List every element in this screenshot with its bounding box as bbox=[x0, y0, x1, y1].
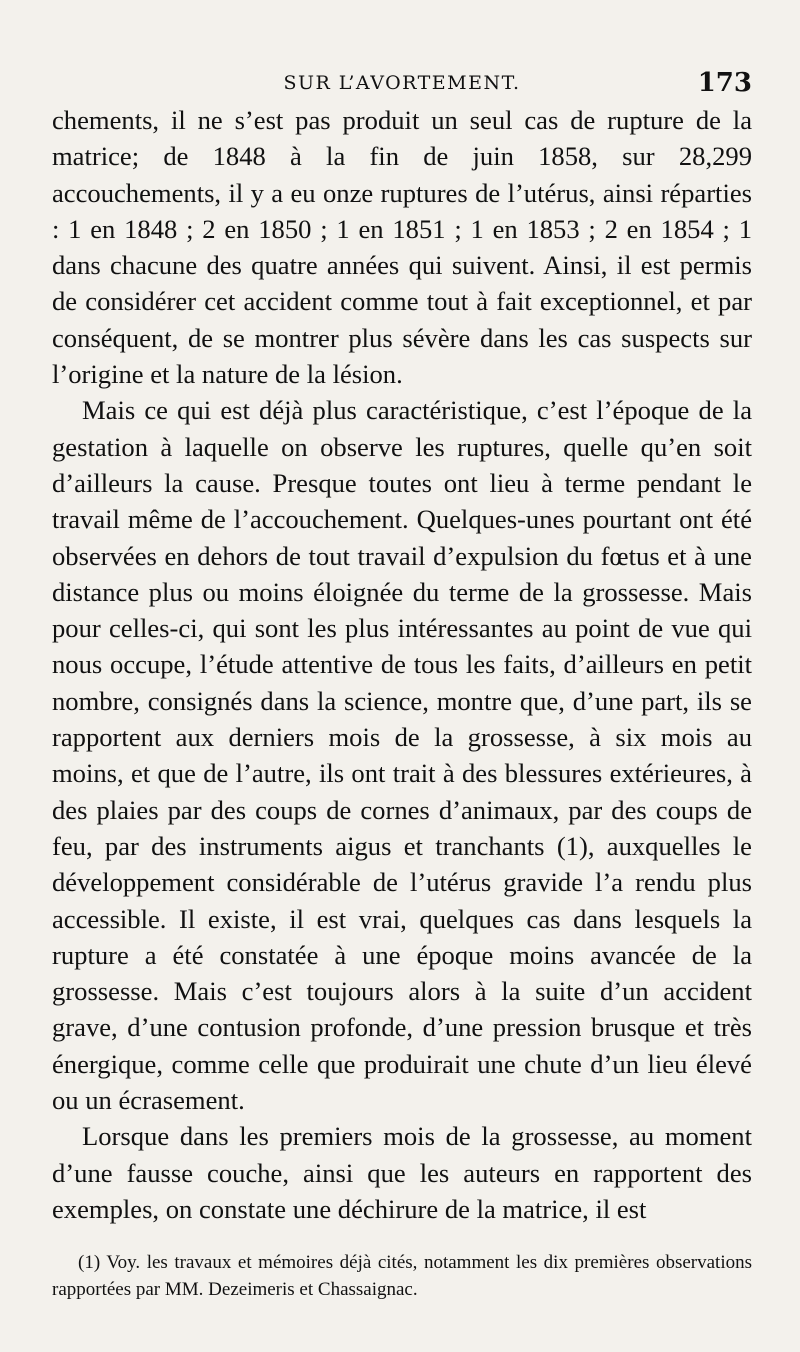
footnote: (1) Voy. les travaux et mémoires déjà cités, notamment les dix premières observations rapportées par MM. Dezeimeris et Chassaignac. bbox=[52, 1252, 752, 1301]
paragraph: Lorsque dans les premiers mois de la grossesse, au moment d’une fausse couche, ainsi que les auteurs en rapportent des exemples, on constate une déchirure de la matrice, il est bbox=[52, 1121, 752, 1224]
running-title: SUR L’AVORTEMENT. bbox=[283, 72, 521, 94]
body-text bbox=[52, 102, 752, 1227]
footnotes bbox=[52, 1249, 752, 1303]
running-head bbox=[52, 62, 752, 102]
paragraph-continued: chements, il ne s’est pas produit un seul cas de rupture de la matrice; de 1848 à la fin de juin 1858, sur 28,299 accouchements, il y a eu onze ruptures de l’utérus, ainsi réparties : 1 en 1848 ; 2 en 1850 ; 1 en 1851 ; 1 en 1853 ; 2 en 1854 ; 1 dans chacune des quatre années qui suivent. Ainsi, il est permis de considérer cet accident comme tout à fait exceptionnel, et par conséquent, de se montrer plus sévère dans les cas suspects sur l’origine et la nature de la lésion. bbox=[52, 105, 752, 390]
paragraph: Mais ce qui est déjà plus caractéristique, c’est l’époque de la gestation à laquelle on observe les ruptures, quelle qu’en soit d’ailleurs la cause. Presque toutes ont lieu à terme pendant le travail même de l’accouchement. Quelques-unes pourtant ont été observées en dehors de tout travail d’expulsion du fœtus et à une distance plus ou moins éloignée du terme de la grossesse. Mais pour celles-ci, qui sont les plus intéressantes au point de vue qui nous occupe, l’étude attentive de tous les faits, d’ailleurs en petit nombre, consignés dans la science, montre que, d’une part, ils se rapportent aux derniers mois de la grossesse, à six mois au moins, et que de l’autre, ils ont trait à des blessures extérieures, à des plaies par des coups de cornes d’animaux, par des coups de feu, par des instruments aigus et tranchants (1), auxquelles le développement considérable de l’utérus gravide l’a rendu plus accessible. Il existe, il est vrai, quelques cas dans lesquels la rupture a été constatée à une époque moins avancée de la grossesse. Mais c’est toujours alors à la suite d’un accident grave, d’une contusion profonde, d’une pression brusque et très énergique, comme celle que produirait une chute d’un lieu élevé ou un écrasement. bbox=[52, 395, 752, 1116]
page-number: 173 bbox=[697, 68, 752, 98]
